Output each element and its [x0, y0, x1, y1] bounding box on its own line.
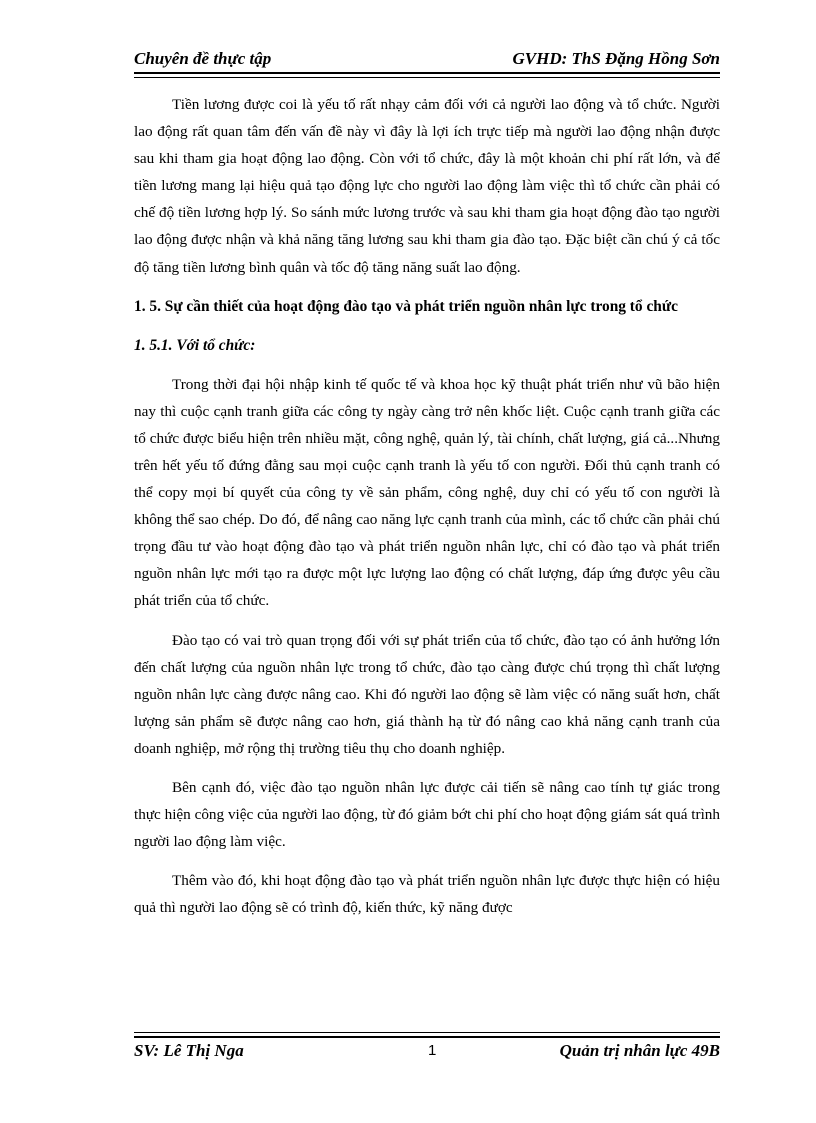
footer-rule-thin — [134, 1032, 720, 1033]
page-number: 1 — [428, 1042, 437, 1059]
footer-rule-thick — [134, 1036, 720, 1038]
body-paragraph: Thêm vào đó, khi hoạt động đào tạo và phát triển nguồn nhân lực được thực hiện có hiệu quả thì người lao động sẽ có trình độ, kiến thức, kỹ năng được — [134, 872, 720, 917]
footer-student-name: SV: Lê Thị Nga — [134, 1041, 244, 1060]
body-paragraph: Tiền lương được coi là yếu tố rất nhạy cảm đối với cả người lao động và tổ chức. Người lao động rất quan tâm đến vấn đề này vì đây là lợi ích trực tiếp mà người lao động nhận được sau khi tham gia hoạt động lao động. Còn với tổ chức, đây là một khoản chi phí rất lớn, và để tiền lương mang lại hiệu quả tạo động lực cho người lao động làm việc thì tổ chức cần phải có chế độ tiền lương hợp lý. So sánh mức lương trước và sau khi tham gia hoạt động đào tạo người lao động được nhận và khả năng tăng lương sau khi tham gia đào tạo. Đặc biệt cần chú ý cả tốc độ tăng tiền lương bình quân và tốc độ tăng năng suất lao động. — [134, 96, 720, 276]
header-rule-thin — [134, 77, 720, 78]
body-paragraph: Trong thời đại hội nhập kinh tế quốc tế và khoa học kỹ thuật phát triển như vũ bão hiện nay thì cuộc cạnh tranh giữa các công ty ngày càng trở nên khốc liệt. Cuộc cạnh tranh giữa các tổ chức được biểu hiện trên nhiều mặt, công nghệ, quản lý, tài chính, chất lượng, giá cả...Nhưng trên hết yếu tố đứng đằng sau mọi cuộc cạnh tranh là yếu tố con người. Đối thủ cạnh tranh có thể copy mọi bí quyết của công ty về sản phẩm, công nghệ, duy chỉ có yếu tố con người là không thể sao chép. Do đó, để nâng cao năng lực cạnh tranh của mình, các tổ chức cần phải chú trọng đầu tư vào hoạt động đào tạo và phát triển nguồn nhân lực, chỉ có đào tạo và phát triển nguồn nhân lực mới tạo ra được một lực lượng lao động có chất lượng, đáp ứng được yêu cầu phát triển của tổ chức. — [134, 375, 720, 610]
section-heading: 1. 5. Sự cần thiết của hoạt động đào tạo và phát triển nguồn nhân lực trong tổ chức — [134, 297, 678, 315]
header-document-title: Chuyên đề thực tập — [134, 49, 272, 68]
page-footer — [134, 1040, 720, 1062]
page-body — [134, 91, 720, 933]
header-supervisor: GVHD: ThS Đặng Hồng Sơn — [512, 49, 720, 68]
subsection-heading: 1. 5.1. Với tổ chức: — [134, 336, 256, 354]
header-rule-thick — [134, 72, 720, 74]
body-paragraph: Bên cạnh đó, việc đào tạo nguồn nhân lực được cải tiến sẽ nâng cao tính tự giác trong thực hiện công việc của người lao động, từ đó giảm bớt chi phí cho hoạt động giám sát quá trình người lao động làm việc. — [134, 778, 720, 851]
footer-class-name: Quản trị nhân lực 49B — [559, 1041, 720, 1060]
body-paragraph: Đào tạo có vai trò quan trọng đối với sự phát triển của tổ chức, đào tạo có ảnh hưởng lớn đến chất lượng của nguồn nhân lực trong tổ chức, đào tạo càng được chú trọng thì chất lượng nguồn nhân lực càng được nâng cao. Khi đó người lao động sẽ làm việc có năng suất hơn, chất lượng sản phẩm sẽ được nâng cao hơn, giá thành hạ từ đó nâng cao khả năng cạnh tranh của doanh nghiệp, mở rộng thị trường tiêu thụ cho doanh nghiệp. — [134, 631, 720, 757]
page-header — [134, 48, 720, 70]
